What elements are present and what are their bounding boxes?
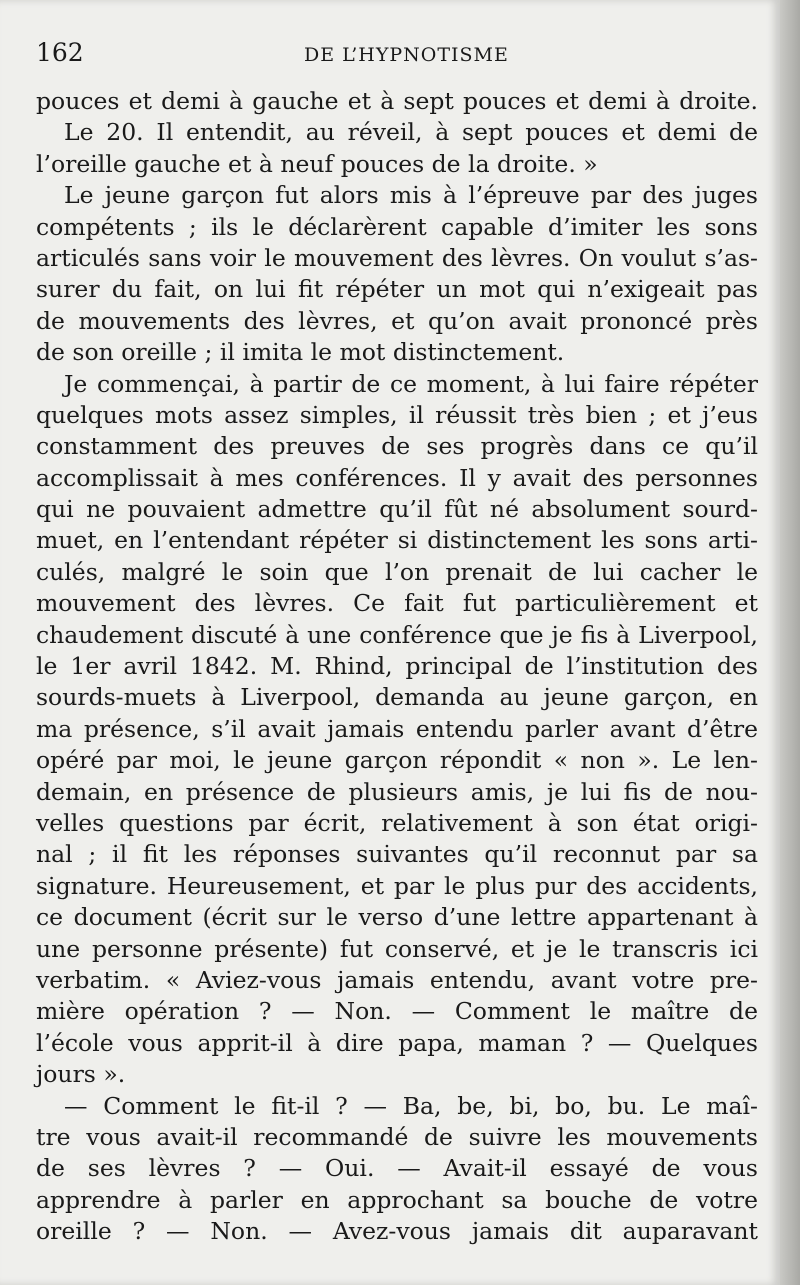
text-line: Le jeune garçon fut alors mis à l’épreuve par des juges [64, 181, 758, 210]
text-line: oreille ? — Non. — Avez-vous jamais dit auparavant [36, 1217, 758, 1246]
text-line: articulés sans voir le mouvement des lèvres. On voulut s’as- [36, 243, 758, 272]
text-line: apprendre à parler en approchant sa bouche de votre [36, 1185, 758, 1214]
page-header [36, 38, 756, 74]
running-title: DE L’HYPNOTISME [304, 44, 509, 66]
text-line: mière opération ? — Non. — Comment le maître de [36, 997, 758, 1026]
text-line: de son oreille ; il imita le mot distinctement. [36, 338, 565, 367]
page-edge [780, 0, 800, 1285]
text-line: — Comment le fit-il ? — Ba, be, bi, bo, bu. Le maî- [64, 1091, 758, 1120]
text-line: opéré par moi, le jeune garçon répondit « non ». Le len- [36, 746, 758, 775]
text-line: jours ». [36, 1060, 126, 1089]
text-line: culés, malgré le soin que l’on prenait de lui cacher le [36, 557, 758, 586]
text-line: surer du fait, on lui fit répéter un mot qui n’exigeait pas [36, 275, 758, 304]
text-line: de ses lèvres ? — Oui. — Avait-il essayé de vous [36, 1154, 758, 1183]
text-line: Je commençai, à partir de ce moment, à lui faire répéter [64, 369, 758, 398]
text-line: ma présence, s’il avait jamais entendu parler avant d’être [36, 714, 758, 743]
text-line: nal ; il fit les réponses suivantes qu’il reconnut par sa [36, 840, 758, 869]
text-line: verbatim. « Aviez-vous jamais entendu, avant votre pre- [36, 965, 758, 994]
page-number: 162 [36, 38, 84, 67]
text-line: accomplissait à mes conférences. Il y avait des personnes [36, 463, 758, 492]
text-line: signature. Heureusement, et par le plus pur des accidents, [36, 871, 758, 900]
text-line: chaudement discuté à une conférence que je fis à Liverpool, [36, 620, 758, 649]
text-line: de mouvements des lèvres, et qu’on avait prononcé près [36, 306, 758, 335]
text-line: une personne présente) fut conservé, et je le transcris ici [36, 934, 758, 963]
text-line: ce document (écrit sur le verso d’une lettre appartenant à [36, 903, 758, 932]
text-line: quelques mots assez simples, il réussit très bien ; et j’eus [36, 400, 758, 429]
text-line: l’oreille gauche et à neuf pouces de la droite. » [36, 149, 598, 178]
text-line: pouces et demi à gauche et à sept pouces et demi à droite. [36, 87, 758, 115]
text-line: tre vous avait-il recommandé de suivre les mouvements [36, 1122, 758, 1151]
text-line: constamment des preuves de ses progrès dans ce qu’il [36, 432, 758, 461]
text-line: muet, en l’entendant répéter si distinctement les sons arti- [36, 526, 758, 555]
text-line: sourds-muets à Liverpool, demanda au jeune garçon, en [36, 683, 758, 712]
text-line: velles questions par écrit, relativement à son état origi- [36, 808, 758, 837]
text-line: Le 20. Il entendit, au réveil, à sept pouces et demi de [64, 118, 758, 147]
text-line: mouvement des lèvres. Ce fait fut particulièrement et [36, 589, 758, 618]
text-line: le 1er avril 1842. M. Rhind, principal de l’institution des [36, 652, 758, 681]
text-line: qui ne pouvaient admettre qu’il fût né absolument sourd- [36, 495, 758, 524]
text-line: compétents ; ils le déclarèrent capable d’imiter les sons [36, 212, 758, 241]
page-body [36, 86, 758, 1247]
text-line: demain, en présence de plusieurs amis, je lui fis de nou- [36, 777, 758, 806]
text-line: l’école vous apprit-il à dire papa, maman ? — Quelques [36, 1028, 758, 1057]
